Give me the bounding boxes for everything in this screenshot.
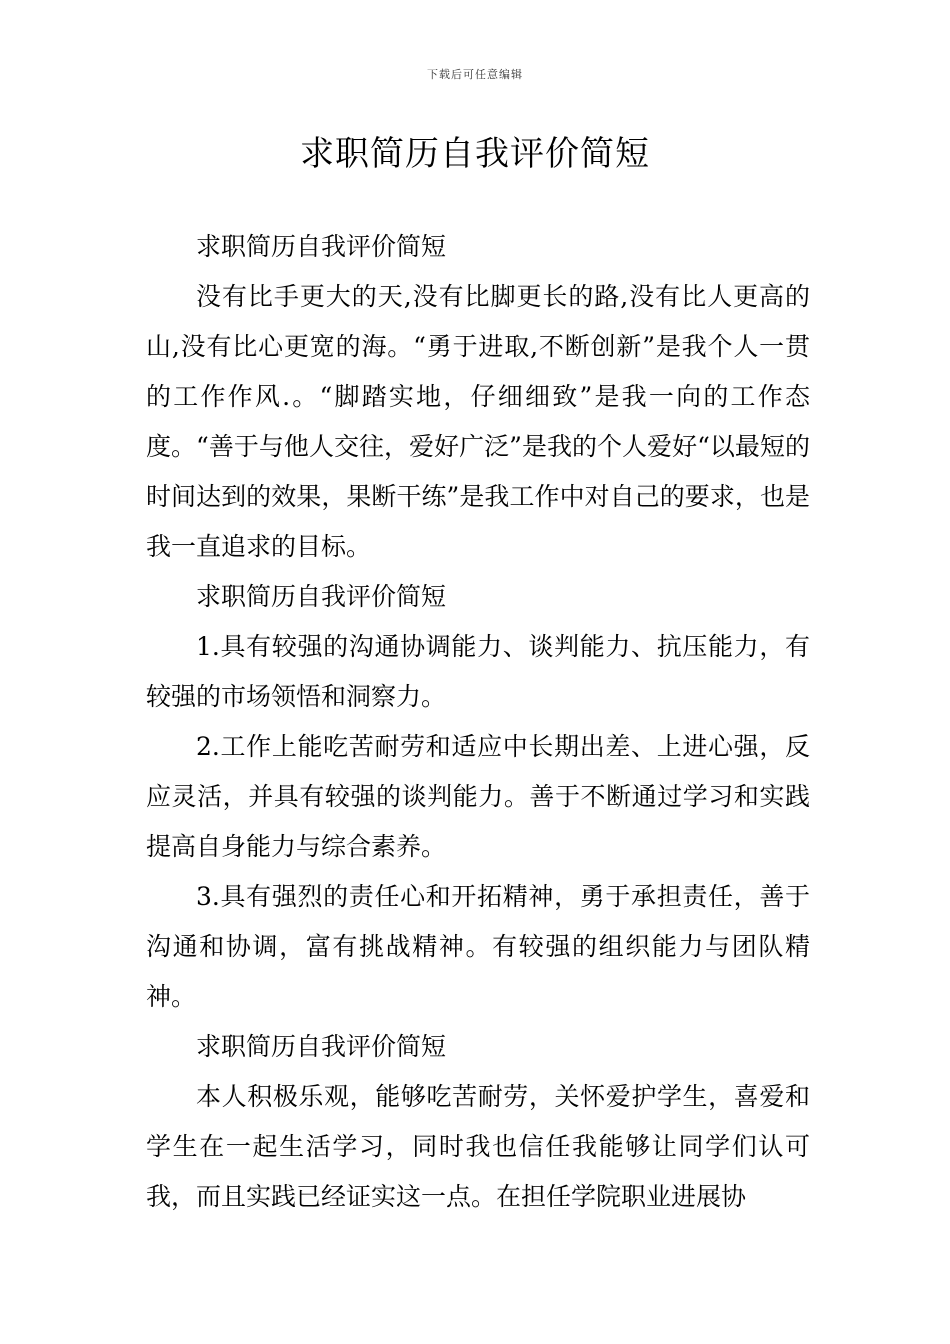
- document-body: [146, 222, 810, 1222]
- list-item: 2.工作上能吃苦耐劳和适应中长期出差、上进心强，反应灵活，并具有较强的谈判能力。善于不断通过学习和实践提高自身能力与综合素养。: [146, 732, 810, 861]
- section-heading: 求职简历自我评价简短: [196, 1032, 447, 1061]
- section-heading: 求职简历自我评价简短: [196, 232, 447, 261]
- list-item: 1.具有较强的沟通协调能力、谈判能力、抗压能力，有较强的市场领悟和洞察力。: [146, 632, 810, 711]
- header-note: 下载后可任意编辑: [427, 68, 523, 81]
- list-item: 3.具有强烈的责任心和开拓精神，勇于承担责任，善于沟通和协调，富有挑战精神。有较强的组织能力与团队精神。: [146, 882, 810, 1011]
- section-heading: 求职简历自我评价简短: [196, 582, 447, 611]
- paragraph: 本人积极乐观，能够吃苦耐劳，关怀爱护学生，喜爱和学生在一起生活学习，同时我也信任我能够让同学们认可我，而且实践已经证实这一点。在担任学院职业进展协: [146, 1082, 810, 1211]
- document-title: 求职简历自我评价简短: [300, 134, 650, 174]
- paragraph: 没有比手更大的天,没有比脚更长的路,没有比人更高的山,没有比心更宽的海。“勇于进取,不断创新”是我个人一贯的工作作风.。“脚踏实地，仔细细致”是我一向的工作态度。“善于与他人交往，爱好广泛”是我的个人爱好“以最短的时间达到的效果，果断干练”是我工作中对自己的要求，也是我一直追求的目标。: [146, 282, 810, 561]
